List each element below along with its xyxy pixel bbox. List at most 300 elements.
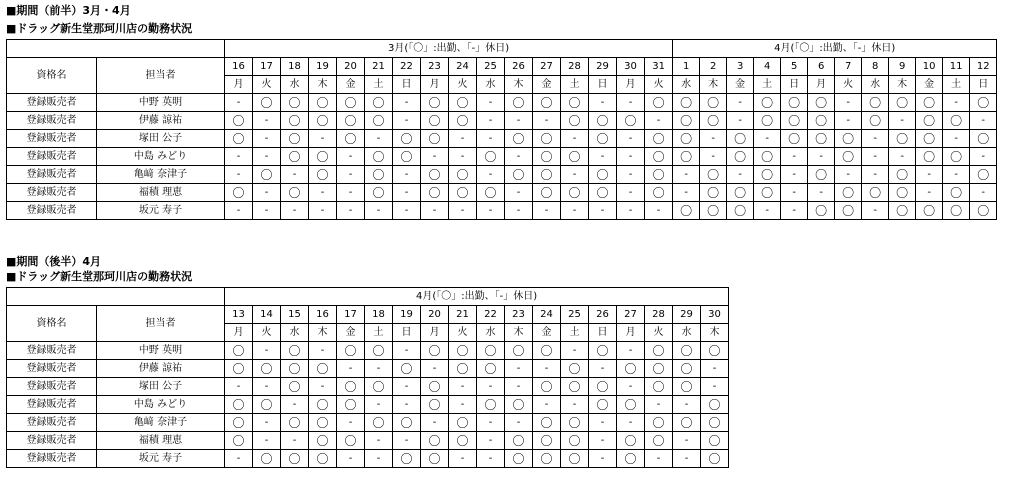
table-row: [7, 166, 997, 184]
attendance-cell: 〇: [808, 166, 835, 184]
attendance-cell: 〇: [449, 94, 477, 112]
attendance-cell: 〇: [365, 378, 393, 396]
attendance-cell: 〇: [835, 202, 862, 220]
attendance-cell: 〇: [225, 414, 253, 432]
weekday-label: 木: [309, 76, 337, 94]
weekday-label: 日: [393, 76, 421, 94]
staff-name-cell: 伊藤 諒祐: [97, 360, 225, 378]
attendance-cell: 〇: [673, 414, 701, 432]
attendance-cell: 〇: [589, 396, 617, 414]
attendance-cell: 〇: [808, 130, 835, 148]
weekday-label: 火: [253, 76, 281, 94]
attendance-cell: -: [505, 112, 533, 130]
month-header: 4月(「〇」:出勤、「-」休日): [673, 40, 997, 58]
attendance-cell: -: [393, 342, 421, 360]
day-number: 27: [617, 306, 645, 324]
day-number: 25: [477, 58, 505, 76]
attendance-cell: -: [862, 202, 889, 220]
period-title-2: ■期間（後半）4月: [6, 255, 102, 268]
day-number: 3: [727, 58, 754, 76]
attendance-cell: 〇: [533, 94, 561, 112]
attendance-cell: 〇: [365, 166, 393, 184]
day-number: 11: [943, 58, 970, 76]
attendance-cell: -: [337, 166, 365, 184]
attendance-cell: 〇: [835, 148, 862, 166]
day-number: 13: [225, 306, 253, 324]
attendance-cell: -: [617, 130, 645, 148]
weekday-label: 水: [673, 76, 700, 94]
attendance-cell: -: [727, 94, 754, 112]
attendance-cell: 〇: [943, 202, 970, 220]
weekday-label: 月: [617, 76, 645, 94]
attendance-cell: 〇: [862, 184, 889, 202]
attendance-cell: 〇: [225, 396, 253, 414]
attendance-cell: -: [393, 94, 421, 112]
day-number: 25: [561, 306, 589, 324]
weekday-label: 日: [970, 76, 997, 94]
attendance-cell: 〇: [700, 166, 727, 184]
attendance-cell: -: [337, 202, 365, 220]
attendance-cell: -: [862, 166, 889, 184]
attendance-cell: 〇: [309, 166, 337, 184]
attendance-cell: -: [673, 184, 700, 202]
table-row: [7, 130, 997, 148]
attendance-cell: -: [253, 342, 281, 360]
day-number: 4: [754, 58, 781, 76]
attendance-cell: -: [617, 414, 645, 432]
weekday-label: 木: [505, 324, 533, 342]
attendance-cell: -: [561, 342, 589, 360]
attendance-cell: 〇: [505, 342, 533, 360]
day-number: 18: [365, 306, 393, 324]
attendance-cell: -: [253, 202, 281, 220]
attendance-cell: 〇: [421, 432, 449, 450]
day-number: 29: [589, 58, 617, 76]
attendance-cell: 〇: [970, 94, 997, 112]
attendance-cell: 〇: [673, 130, 700, 148]
day-number: 30: [701, 306, 729, 324]
attendance-cell: -: [225, 378, 253, 396]
attendance-cell: -: [781, 148, 808, 166]
attendance-cell: -: [835, 166, 862, 184]
attendance-cell: -: [253, 112, 281, 130]
staff-name-cell: 塚田 公子: [97, 378, 225, 396]
staff-name-cell: 亀﨑 奈津子: [97, 166, 225, 184]
weekday-label: 日: [781, 76, 808, 94]
day-number: 22: [477, 306, 505, 324]
attendance-cell: -: [617, 166, 645, 184]
attendance-cell: 〇: [673, 148, 700, 166]
day-number: 29: [673, 306, 701, 324]
staff-name-cell: 塚田 公子: [97, 130, 225, 148]
qualification-cell: 登録販売者: [7, 148, 97, 166]
attendance-cell: -: [421, 360, 449, 378]
day-number: 26: [505, 58, 533, 76]
attendance-cell: 〇: [281, 112, 309, 130]
attendance-cell: -: [309, 342, 337, 360]
attendance-cell: 〇: [673, 94, 700, 112]
staff-header: 担当者: [97, 306, 225, 342]
staff-name-cell: 中野 英明: [97, 342, 225, 360]
attendance-cell: 〇: [253, 94, 281, 112]
attendance-cell: -: [449, 378, 477, 396]
attendance-cell: 〇: [589, 130, 617, 148]
weekday-label: 火: [449, 324, 477, 342]
store-title-1: ■ドラッグ新生堂那珂川店の勤務状況: [6, 22, 193, 35]
day-number: 9: [889, 58, 916, 76]
attendance-cell: -: [561, 166, 589, 184]
attendance-cell: -: [727, 112, 754, 130]
table-row: [7, 184, 997, 202]
weekday-label: 金: [337, 76, 365, 94]
attendance-cell: 〇: [225, 432, 253, 450]
staff-name-cell: 伊藤 諒祐: [97, 112, 225, 130]
attendance-cell: 〇: [281, 130, 309, 148]
attendance-cell: -: [645, 450, 673, 468]
attendance-cell: -: [309, 378, 337, 396]
attendance-cell: 〇: [673, 202, 700, 220]
attendance-cell: 〇: [337, 396, 365, 414]
day-number: 1: [673, 58, 700, 76]
attendance-cell: -: [365, 202, 393, 220]
attendance-cell: 〇: [645, 414, 673, 432]
attendance-cell: -: [225, 148, 253, 166]
attendance-cell: 〇: [365, 342, 393, 360]
attendance-cell: 〇: [477, 148, 505, 166]
attendance-cell: -: [477, 94, 505, 112]
staff-name-cell: 中野 英明: [97, 94, 225, 112]
day-number: 22: [393, 58, 421, 76]
attendance-cell: 〇: [421, 450, 449, 468]
weekday-label: 水: [673, 324, 701, 342]
attendance-cell: 〇: [617, 396, 645, 414]
qualification-cell: 登録販売者: [7, 342, 97, 360]
attendance-cell: -: [337, 450, 365, 468]
attendance-cell: 〇: [589, 112, 617, 130]
attendance-cell: -: [253, 184, 281, 202]
attendance-cell: -: [337, 360, 365, 378]
attendance-cell: -: [393, 202, 421, 220]
attendance-cell: 〇: [673, 342, 701, 360]
attendance-cell: -: [477, 202, 505, 220]
attendance-cell: 〇: [449, 166, 477, 184]
attendance-cell: -: [253, 432, 281, 450]
attendance-cell: 〇: [421, 166, 449, 184]
attendance-cell: -: [700, 148, 727, 166]
qualification-cell: 登録販売者: [7, 166, 97, 184]
attendance-cell: 〇: [754, 148, 781, 166]
weekday-label: 金: [337, 324, 365, 342]
attendance-cell: 〇: [700, 94, 727, 112]
attendance-cell: -: [617, 184, 645, 202]
attendance-cell: 〇: [701, 414, 729, 432]
attendance-cell: 〇: [225, 360, 253, 378]
attendance-cell: 〇: [561, 184, 589, 202]
attendance-cell: 〇: [309, 94, 337, 112]
attendance-cell: 〇: [916, 202, 943, 220]
attendance-cell: 〇: [449, 414, 477, 432]
weekday-label: 金: [727, 76, 754, 94]
attendance-cell: -: [617, 148, 645, 166]
attendance-cell: -: [505, 202, 533, 220]
attendance-cell: -: [253, 130, 281, 148]
attendance-cell: 〇: [970, 130, 997, 148]
attendance-cell: -: [393, 396, 421, 414]
attendance-cell: 〇: [365, 148, 393, 166]
attendance-cell: 〇: [781, 94, 808, 112]
attendance-cell: -: [862, 130, 889, 148]
attendance-cell: -: [449, 130, 477, 148]
attendance-cell: -: [589, 202, 617, 220]
attendance-cell: -: [225, 94, 253, 112]
attendance-cell: -: [281, 396, 309, 414]
attendance-cell: -: [505, 378, 533, 396]
month-header: 3月(「〇」:出勤、「-」休日): [225, 40, 673, 58]
attendance-cell: 〇: [701, 396, 729, 414]
attendance-cell: -: [754, 202, 781, 220]
attendance-cell: -: [589, 432, 617, 450]
attendance-cell: 〇: [281, 450, 309, 468]
weekday-label: 月: [421, 324, 449, 342]
attendance-cell: 〇: [337, 342, 365, 360]
attendance-cell: -: [589, 148, 617, 166]
attendance-cell: 〇: [617, 112, 645, 130]
day-number: 5: [781, 58, 808, 76]
attendance-cell: 〇: [477, 342, 505, 360]
attendance-cell: 〇: [309, 112, 337, 130]
attendance-cell: -: [225, 202, 253, 220]
table-row: [7, 342, 729, 360]
weekday-label: 木: [309, 324, 337, 342]
attendance-cell: -: [943, 94, 970, 112]
store-title-2: ■ドラッグ新生堂那珂川店の勤務状況: [6, 270, 193, 283]
attendance-cell: 〇: [727, 202, 754, 220]
attendance-cell: -: [365, 396, 393, 414]
attendance-cell: -: [561, 202, 589, 220]
table-row: [7, 148, 997, 166]
weekday-label: 月: [421, 76, 449, 94]
attendance-cell: 〇: [889, 166, 916, 184]
qualification-header: 資格名: [7, 306, 97, 342]
attendance-cell: 〇: [449, 184, 477, 202]
attendance-cell: 〇: [337, 130, 365, 148]
qualification-cell: 登録販売者: [7, 360, 97, 378]
attendance-cell: 〇: [754, 94, 781, 112]
attendance-cell: 〇: [393, 450, 421, 468]
day-number: 23: [421, 58, 449, 76]
attendance-cell: 〇: [309, 414, 337, 432]
attendance-cell: 〇: [309, 148, 337, 166]
attendance-cell: -: [889, 148, 916, 166]
day-number: 12: [970, 58, 997, 76]
weekday-label: 火: [449, 76, 477, 94]
attendance-cell: -: [393, 432, 421, 450]
attendance-cell: -: [645, 202, 673, 220]
weekday-label: 土: [561, 76, 589, 94]
attendance-cell: -: [253, 378, 281, 396]
day-number: 19: [393, 306, 421, 324]
period-title-1: ■期間（前半）3月・4月: [6, 4, 131, 17]
weekday-label: 日: [393, 324, 421, 342]
attendance-cell: -: [421, 202, 449, 220]
attendance-cell: 〇: [700, 184, 727, 202]
day-number: 10: [916, 58, 943, 76]
attendance-cell: -: [449, 148, 477, 166]
qualification-cell: 登録販売者: [7, 396, 97, 414]
attendance-cell: -: [337, 414, 365, 432]
attendance-cell: 〇: [754, 112, 781, 130]
attendance-cell: -: [449, 450, 477, 468]
day-number: 23: [505, 306, 533, 324]
attendance-cell: 〇: [781, 112, 808, 130]
attendance-cell: 〇: [281, 342, 309, 360]
attendance-cell: -: [673, 396, 701, 414]
attendance-cell: -: [393, 166, 421, 184]
attendance-cell: 〇: [589, 342, 617, 360]
attendance-cell: 〇: [421, 94, 449, 112]
attendance-cell: 〇: [337, 378, 365, 396]
attendance-cell: 〇: [393, 148, 421, 166]
attendance-cell: 〇: [421, 378, 449, 396]
attendance-cell: -: [561, 396, 589, 414]
attendance-cell: 〇: [561, 414, 589, 432]
attendance-cell: -: [808, 184, 835, 202]
attendance-cell: -: [533, 396, 561, 414]
day-number: 17: [253, 58, 281, 76]
attendance-cell: -: [477, 378, 505, 396]
attendance-cell: -: [393, 112, 421, 130]
attendance-cell: 〇: [561, 148, 589, 166]
attendance-cell: -: [943, 130, 970, 148]
weekday-label: 木: [505, 76, 533, 94]
attendance-cell: 〇: [808, 202, 835, 220]
attendance-cell: -: [701, 360, 729, 378]
attendance-cell: 〇: [505, 130, 533, 148]
day-number: 18: [281, 58, 309, 76]
attendance-cell: 〇: [281, 360, 309, 378]
attendance-cell: -: [281, 166, 309, 184]
attendance-cell: -: [365, 432, 393, 450]
day-number: 30: [617, 58, 645, 76]
attendance-cell: 〇: [916, 130, 943, 148]
attendance-cell: -: [309, 202, 337, 220]
attendance-cell: -: [309, 184, 337, 202]
attendance-cell: 〇: [943, 148, 970, 166]
attendance-cell: -: [365, 450, 393, 468]
qualification-header: 資格名: [7, 58, 97, 94]
attendance-cell: 〇: [561, 378, 589, 396]
table-row: [7, 360, 729, 378]
attendance-cell: 〇: [281, 148, 309, 166]
attendance-cell: -: [835, 112, 862, 130]
attendance-cell: -: [970, 184, 997, 202]
attendance-cell: -: [617, 342, 645, 360]
attendance-cell: -: [309, 130, 337, 148]
attendance-cell: -: [781, 202, 808, 220]
schedule-table-first-half: [6, 39, 997, 220]
day-number: 28: [645, 306, 673, 324]
attendance-cell: -: [970, 148, 997, 166]
attendance-cell: 〇: [645, 360, 673, 378]
attendance-cell: -: [589, 94, 617, 112]
attendance-cell: -: [337, 184, 365, 202]
attendance-cell: 〇: [365, 112, 393, 130]
qualification-cell: 登録販売者: [7, 378, 97, 396]
attendance-cell: 〇: [281, 378, 309, 396]
attendance-cell: -: [617, 94, 645, 112]
staff-header: 担当者: [97, 58, 225, 94]
attendance-cell: 〇: [477, 396, 505, 414]
weekday-label: 日: [589, 324, 617, 342]
weekday-label: 水: [477, 76, 505, 94]
attendance-cell: 〇: [309, 450, 337, 468]
attendance-cell: -: [477, 130, 505, 148]
weekday-label: 水: [477, 324, 505, 342]
attendance-cell: -: [754, 130, 781, 148]
day-number: 20: [421, 306, 449, 324]
day-number: 31: [645, 58, 673, 76]
attendance-cell: -: [970, 112, 997, 130]
attendance-cell: -: [781, 184, 808, 202]
qualification-cell: 登録販売者: [7, 112, 97, 130]
attendance-cell: 〇: [589, 166, 617, 184]
attendance-cell: 〇: [281, 414, 309, 432]
weekday-label: 月: [225, 324, 253, 342]
qualification-cell: 登録販売者: [7, 94, 97, 112]
attendance-cell: 〇: [421, 184, 449, 202]
qualification-cell: 登録販売者: [7, 414, 97, 432]
attendance-cell: 〇: [533, 342, 561, 360]
staff-name-cell: 福積 理恵: [97, 432, 225, 450]
attendance-cell: -: [727, 166, 754, 184]
day-number: 21: [449, 306, 477, 324]
weekday-label: 月: [808, 76, 835, 94]
attendance-cell: -: [225, 166, 253, 184]
weekday-label: 金: [916, 76, 943, 94]
attendance-cell: 〇: [505, 94, 533, 112]
attendance-cell: 〇: [505, 396, 533, 414]
day-number: 17: [337, 306, 365, 324]
attendance-cell: 〇: [561, 360, 589, 378]
weekday-label: 土: [754, 76, 781, 94]
attendance-cell: 〇: [337, 112, 365, 130]
attendance-cell: -: [281, 202, 309, 220]
table-row: [7, 378, 729, 396]
day-number: 14: [253, 306, 281, 324]
day-number: 24: [449, 58, 477, 76]
attendance-cell: -: [477, 450, 505, 468]
attendance-cell: -: [281, 432, 309, 450]
attendance-cell: 〇: [645, 148, 673, 166]
attendance-cell: -: [505, 184, 533, 202]
attendance-cell: 〇: [889, 94, 916, 112]
attendance-cell: 〇: [253, 360, 281, 378]
attendance-cell: -: [253, 414, 281, 432]
attendance-cell: 〇: [533, 130, 561, 148]
weekday-label: 土: [943, 76, 970, 94]
attendance-cell: -: [225, 450, 253, 468]
day-number: 28: [561, 58, 589, 76]
attendance-cell: -: [808, 148, 835, 166]
table-row: [7, 432, 729, 450]
attendance-cell: -: [505, 148, 533, 166]
attendance-cell: -: [589, 360, 617, 378]
attendance-cell: -: [393, 184, 421, 202]
attendance-cell: 〇: [835, 130, 862, 148]
attendance-cell: -: [673, 166, 700, 184]
staff-name-cell: 坂元 寿子: [97, 450, 225, 468]
table-row: [7, 112, 997, 130]
